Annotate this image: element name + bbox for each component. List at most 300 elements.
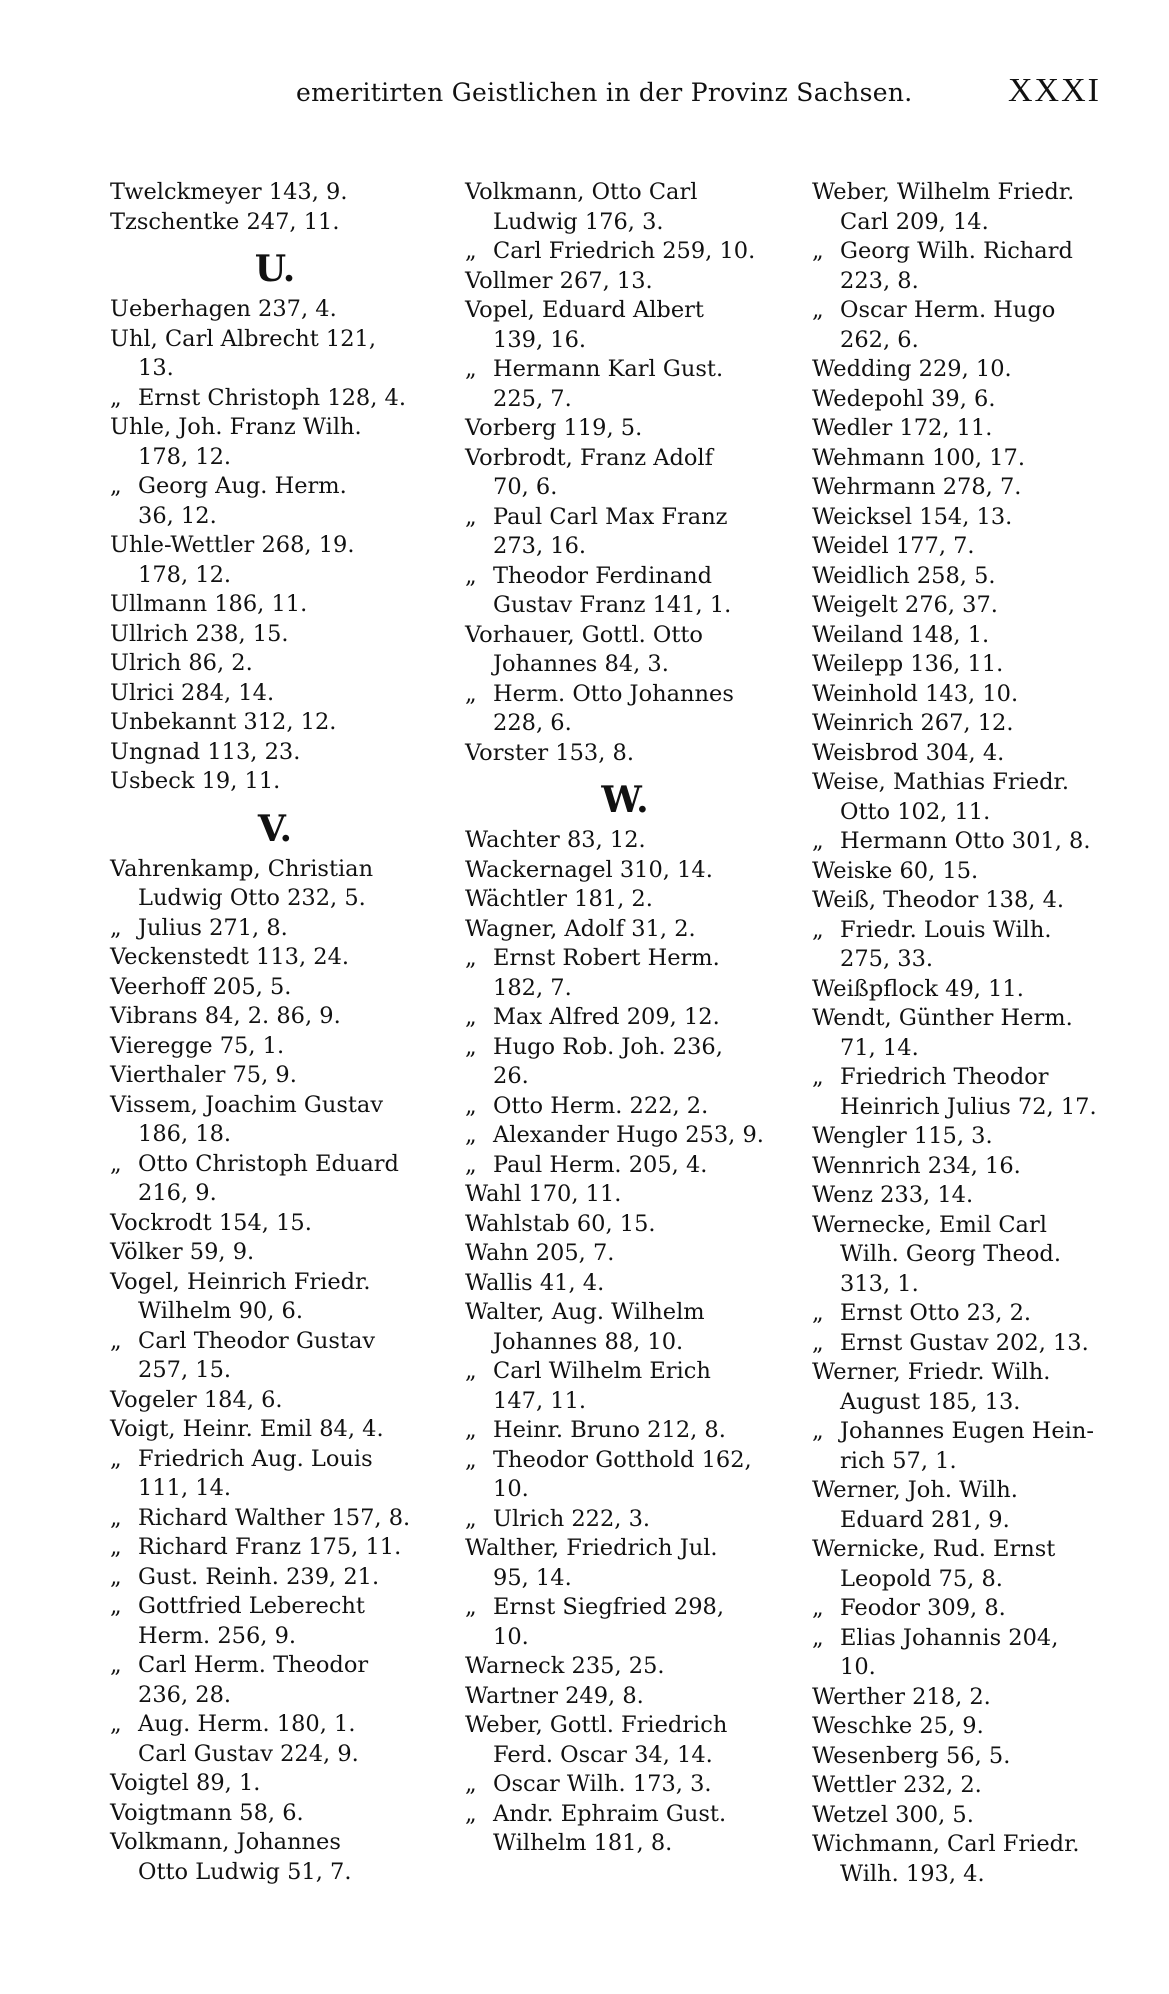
index-entry-continuation (465, 1328, 785, 1358)
entry-text: 178, 12. (138, 561, 232, 588)
index-entry (812, 739, 1134, 769)
entry-text: 225, 7. (493, 385, 572, 412)
entry-text: Ullrich 238, 15. (110, 620, 289, 647)
index-entry (812, 1830, 1134, 1860)
entry-text: Voigtmann 58, 6. (110, 1799, 304, 1826)
index-entry (812, 178, 1134, 208)
index-entry-continuation (465, 1829, 785, 1859)
index-entry (465, 414, 785, 444)
entry-text: Otto Christoph Eduard (138, 1150, 399, 1177)
index-entry (465, 826, 785, 856)
entry-text: Vorberg 119, 5. (465, 415, 643, 441)
ditto-mark: „ (110, 914, 122, 941)
index-entry-ditto (110, 1563, 440, 1593)
entry-text: 236, 28. (138, 1681, 232, 1708)
entry-text: Carl 209, 14. (840, 208, 989, 235)
entry-text: Oscar Herm. Hugo (840, 297, 1056, 323)
ditto-mark: „ (465, 1505, 477, 1532)
ditto-mark: „ (465, 1446, 477, 1473)
entry-text: Walter, Aug. Wilhelm (465, 1299, 705, 1325)
index-entry (812, 1742, 1134, 1772)
entry-text: Weise, Mathias Friedr. (812, 769, 1069, 795)
entry-text: Ueberhagen 237, 4. (110, 296, 337, 322)
index-entry (110, 295, 440, 325)
index-entry-ditto (465, 1800, 785, 1830)
entry-text: Wedepohl 39, 6. (812, 385, 996, 412)
index-entry-ditto (465, 355, 785, 385)
index-entry-ditto (110, 1504, 440, 1534)
entry-text: Veckenstedt 113, 24. (110, 944, 350, 970)
entry-text: Richard Walther 157, 8. (138, 1504, 411, 1531)
ditto-mark: „ (110, 1534, 122, 1560)
index-entry-ditto (465, 237, 785, 267)
entry-text: Wilh. Georg Theod. (840, 1241, 1061, 1267)
ditto-mark: „ (110, 384, 122, 411)
entry-text: Weidel 177, 7. (812, 533, 975, 559)
index-entry-continuation (465, 385, 785, 415)
entry-text: Weiland 148, 1. (812, 621, 990, 648)
index-entry-continuation (110, 502, 440, 532)
entry-text: Ernst Robert Herm. (493, 945, 720, 971)
ditto-mark: „ (110, 1150, 122, 1177)
index-entry-ditto (812, 1299, 1134, 1329)
entry-text: Twelckmeyer 143, 9. (110, 179, 348, 205)
entry-text: Vollmer 267, 13. (465, 267, 653, 294)
index-entry (812, 1211, 1134, 1241)
index-entry-ditto (465, 1092, 785, 1122)
ditto-mark: „ (465, 1122, 477, 1148)
entry-text: Wallis 41, 4. (465, 1269, 605, 1296)
index-entry (110, 1268, 440, 1298)
entry-text: Vahrenkamp, Christian (110, 855, 374, 882)
index-entry-continuation (465, 974, 785, 1004)
entry-text: Carl Herm. Theodor (138, 1652, 369, 1678)
ditto-mark: „ (465, 1092, 477, 1119)
entry-text: 262, 6. (840, 326, 919, 353)
index-entry (110, 325, 440, 355)
entry-text: Volkmann, Otto Carl (465, 179, 698, 205)
entry-text: 36, 12. (138, 502, 217, 529)
entry-text: 10. (840, 1654, 876, 1680)
entry-text: Leopold 75, 8. (840, 1565, 1003, 1592)
entry-text: Johannes 88, 10. (493, 1328, 684, 1355)
index-entry (465, 1682, 785, 1712)
index-entry (465, 1711, 785, 1741)
entry-text: Heinrich Julius 72, 17. (840, 1093, 1097, 1120)
entry-text: Otto Ludwig 51, 7. (138, 1858, 352, 1885)
entry-text: Georg Aug. Herm. (138, 473, 347, 499)
entry-text: 313, 1. (840, 1270, 919, 1297)
index-entry (110, 1769, 440, 1799)
index-entry-ditto (465, 944, 785, 974)
entry-text: Wahn 205, 7. (465, 1240, 615, 1266)
index-entry (465, 1269, 785, 1299)
index-entry-continuation (465, 1564, 785, 1594)
entry-text: Carl Theodor Gustav (138, 1327, 376, 1354)
index-entry-continuation (812, 945, 1134, 975)
entry-text: Vogeler 184, 6. (110, 1386, 283, 1413)
entry-text: Herm. 256, 9. (138, 1622, 297, 1649)
index-entry (110, 208, 440, 238)
entry-text: Weschke 25, 9. (812, 1713, 984, 1739)
entry-text: Herm. Otto Johannes (493, 680, 734, 707)
index-entry (110, 590, 440, 620)
entry-text: Gottfried Leberecht (138, 1593, 365, 1619)
index-entry-continuation (465, 1062, 785, 1092)
entry-text: Johannes Eugen Hein- (840, 1418, 1094, 1444)
entry-text: 275, 33. (840, 946, 934, 972)
index-entry (110, 649, 440, 679)
entry-text: Weinhold 143, 10. (812, 680, 1019, 707)
entry-text: Ernst Gustav 202, 13. (840, 1329, 1089, 1356)
entry-text: Alexander Hugo 253, 9. (493, 1122, 764, 1148)
index-entry (110, 1032, 440, 1062)
entry-text: Andr. Ephraim Gust. (493, 1800, 727, 1827)
entry-text: 70, 6. (493, 474, 558, 500)
entry-text: Weisbrod 304, 4. (812, 739, 1005, 766)
entry-text: Ullmann 186, 11. (110, 591, 308, 617)
index-entry-ditto (812, 237, 1134, 267)
index-entry-continuation (465, 650, 785, 680)
index-entry (465, 1180, 785, 1210)
entry-text: Gust. Reinh. 239, 21. (138, 1563, 380, 1590)
index-entry-continuation (812, 326, 1134, 356)
entry-text: 111, 14. (138, 1475, 232, 1501)
index-entry-continuation (110, 561, 440, 591)
index-entry (110, 1828, 440, 1858)
index-entry (110, 178, 440, 208)
index-entry-continuation (110, 1740, 440, 1770)
section-letter-heading: V. (257, 807, 293, 850)
ditto-mark: „ (110, 1593, 122, 1619)
index-entry-ditto (812, 1417, 1134, 1447)
entry-text: Walther, Friedrich Jul. (465, 1535, 718, 1561)
ditto-mark: „ (812, 1329, 824, 1356)
index-entry-ditto (465, 1151, 785, 1181)
entry-text: Ludwig Otto 232, 5. (138, 885, 366, 911)
entry-text: 182, 7. (493, 974, 572, 1001)
entry-text: 26. (493, 1063, 529, 1089)
index-entry (812, 1152, 1134, 1182)
entry-text: Ulrici 284, 14. (110, 679, 275, 706)
index-entry (812, 503, 1134, 533)
index-entry-ditto (110, 1445, 440, 1475)
entry-text: Wedler 172, 11. (812, 415, 993, 441)
entry-text: Weiske 60, 15. (812, 857, 979, 884)
entry-text: Völker 59, 9. (110, 1239, 255, 1265)
index-entry-ditto (465, 1033, 785, 1063)
entry-text: Weidlich 258, 5. (812, 562, 996, 589)
ditto-mark: „ (465, 1417, 477, 1443)
entry-text: Georg Wilh. Richard (840, 238, 1073, 264)
index-entry (110, 1061, 440, 1091)
index-entry (812, 1358, 1134, 1388)
index-entry-ditto (110, 1533, 440, 1563)
entry-text: Wendt, Günther Herm. (812, 1005, 1073, 1031)
index-column-1 (110, 178, 440, 1887)
entry-text: Hermann Karl Gust. (493, 356, 724, 382)
entry-text: Wahlstab 60, 15. (465, 1210, 656, 1237)
index-entry (110, 679, 440, 709)
page-header (0, 72, 1169, 122)
entry-text: Wilhelm 181, 8. (493, 1830, 673, 1856)
entry-text: Wahl 170, 11. (465, 1181, 622, 1207)
entry-text: 228, 6. (493, 710, 572, 736)
index-entry-continuation (110, 1179, 440, 1209)
index-entry (812, 1476, 1134, 1506)
index-entry (812, 1801, 1134, 1831)
entry-text: Max Alfred 209, 12. (493, 1004, 720, 1030)
index-entry-ditto (465, 1770, 785, 1800)
entry-text: Werner, Joh. Wilh. (812, 1477, 1018, 1503)
entry-text: 186, 18. (138, 1121, 232, 1147)
entry-text: Friedrich Theodor (840, 1064, 1049, 1090)
entry-text: Wackernagel 310, 14. (465, 856, 713, 883)
index-entry-ditto (812, 1063, 1134, 1093)
entry-text: Wehrmann 278, 7. (812, 474, 1022, 500)
entry-text: 13. (138, 355, 174, 381)
entry-text: 71, 14. (840, 1034, 919, 1061)
entry-text: Friedrich Aug. Louis (138, 1445, 373, 1472)
entry-text: Johannes 84, 3. (493, 651, 669, 677)
index-entry-ditto (465, 680, 785, 710)
index-entry (812, 473, 1134, 503)
index-entry-continuation (812, 208, 1134, 238)
entry-text: Weber, Gottl. Friedrich (465, 1712, 728, 1738)
entry-text: Unbekannt 312, 12. (110, 709, 337, 735)
index-entry (812, 650, 1134, 680)
index-entry-continuation (110, 1681, 440, 1711)
index-entry-continuation (812, 267, 1134, 297)
entry-text: Elias Johannis 204, (840, 1624, 1059, 1651)
ditto-mark: „ (812, 297, 824, 323)
index-entry (812, 1122, 1134, 1152)
entry-text: Vissem, Joachim Gustav (110, 1091, 384, 1118)
index-entry (465, 1210, 785, 1240)
index-entry-ditto (812, 1329, 1134, 1359)
entry-text: Werner, Friedr. Wilh. (812, 1359, 1051, 1385)
entry-text: Vogel, Heinrich Friedr. (110, 1268, 371, 1295)
index-entry (465, 267, 785, 297)
index-entry-continuation (812, 1506, 1134, 1536)
ditto-mark: „ (465, 1033, 477, 1060)
entry-text: Wartner 249, 8. (465, 1682, 644, 1709)
index-entry-ditto (110, 914, 440, 944)
entry-text: Voigt, Heinr. Emil 84, 4. (110, 1416, 384, 1442)
index-entry (812, 975, 1134, 1005)
index-entry-ditto (465, 503, 785, 533)
entry-text: rich 57, 1. (840, 1447, 957, 1474)
index-entry-continuation (465, 1475, 785, 1505)
entry-text: Wenz 233, 14. (812, 1182, 974, 1208)
index-entry-ditto (812, 827, 1134, 857)
index-entry-continuation (110, 1297, 440, 1327)
index-entry (465, 1298, 785, 1328)
entry-text: Wachter 83, 12. (465, 827, 646, 853)
index-entry (812, 562, 1134, 592)
index-entry (812, 1771, 1134, 1801)
ditto-mark: „ (812, 1624, 824, 1651)
index-entry-continuation (110, 1120, 440, 1150)
entry-text: Wehmann 100, 17. (812, 444, 1026, 471)
index-entry-continuation (812, 1447, 1134, 1477)
index-entry (812, 886, 1134, 916)
entry-text: Wagner, Adolf 31, 2. (465, 915, 696, 942)
index-entry (812, 591, 1134, 621)
ditto-mark: „ (465, 680, 477, 707)
entry-text: Wetzel 300, 5. (812, 1801, 974, 1828)
index-entry (465, 178, 785, 208)
index-entry-continuation (465, 1387, 785, 1417)
entry-text: Uhl, Carl Albrecht 121, (110, 325, 376, 352)
ditto-mark: „ (812, 1064, 824, 1090)
index-entry-continuation (465, 208, 785, 238)
entry-text: Theodor Gotthold 162, (493, 1446, 752, 1473)
entry-text: 273, 16. (493, 533, 587, 559)
index-entry (812, 768, 1134, 798)
ditto-mark: „ (465, 1594, 477, 1620)
entry-text: Uhle, Joh. Franz Wilh. (110, 414, 362, 440)
entry-text: Wesenberg 56, 5. (812, 1742, 1011, 1769)
index-entry (110, 973, 440, 1003)
ditto-mark: „ (465, 1004, 477, 1030)
ditto-mark: „ (812, 238, 824, 264)
entry-text: Paul Herm. 205, 4. (493, 1151, 708, 1178)
index-entry (812, 1535, 1134, 1565)
index-entry-continuation (812, 1653, 1134, 1683)
index-entry-ditto (465, 1446, 785, 1476)
section-letter-heading: U. (254, 248, 296, 290)
entry-text: Vibrans 84, 2. 86, 9. (110, 1003, 341, 1029)
entry-text: Ferd. Oscar 34, 14. (493, 1741, 713, 1768)
ditto-mark: „ (465, 1151, 477, 1178)
entry-text: Ernst Christoph 128, 4. (138, 384, 406, 411)
ditto-mark: „ (110, 1652, 122, 1678)
entry-text: Wettler 232, 2. (812, 1772, 982, 1798)
ditto-mark: „ (812, 828, 824, 854)
index-entry (465, 915, 785, 945)
index-entry (812, 532, 1134, 562)
index-entry-ditto (812, 296, 1134, 326)
entry-text: Eduard 281, 9. (840, 1506, 1010, 1533)
index-entry-continuation (465, 532, 785, 562)
index-column-2 (465, 178, 785, 1859)
entry-text: Vorster 153, 8. (465, 739, 635, 766)
entry-text: Weber, Wilhelm Friedr. (812, 179, 1075, 205)
index-entry (812, 680, 1134, 710)
index-entry-ditto (110, 1710, 440, 1740)
index-entry (110, 413, 440, 443)
entry-text: Friedr. Louis Wilh. (840, 916, 1052, 943)
entry-text: Weicksel 154, 13. (812, 503, 1013, 530)
entry-text: Vockrodt 154, 15. (110, 1209, 312, 1236)
index-entry-continuation (812, 1270, 1134, 1300)
index-entry (812, 1712, 1134, 1742)
index-entry (110, 855, 440, 885)
index-entry-continuation (812, 1565, 1134, 1595)
index-entry (110, 1002, 440, 1032)
ditto-mark: „ (812, 1300, 824, 1326)
entry-text: 216, 9. (138, 1180, 217, 1206)
ditto-mark: „ (465, 238, 477, 264)
index-entry-continuation (465, 473, 785, 503)
index-entry-ditto (812, 916, 1134, 946)
index-entry-ditto (812, 1594, 1134, 1624)
ditto-mark: „ (110, 473, 122, 499)
index-entry-continuation (465, 1623, 785, 1653)
entry-text: Weinrich 267, 12. (812, 710, 1014, 736)
entry-text: Ulrich 86, 2. (110, 650, 253, 676)
index-entry (465, 1239, 785, 1269)
entry-text: Hugo Rob. Joh. 236, (493, 1033, 723, 1060)
index-entry (812, 444, 1134, 474)
index-entry (812, 1683, 1134, 1713)
index-entry (465, 296, 785, 326)
entry-text: Oscar Wilh. 173, 3. (493, 1771, 712, 1797)
index-entry (110, 1799, 440, 1829)
index-entry (110, 767, 440, 797)
entry-text: Veerhoff 205, 5. (110, 973, 292, 1000)
ditto-mark: „ (110, 1445, 122, 1472)
index-entry (812, 414, 1134, 444)
index-entry-continuation (110, 1474, 440, 1504)
entry-text: Wennrich 234, 16. (812, 1152, 1021, 1179)
index-entry (812, 1181, 1134, 1211)
entry-text: Carl Friedrich 259, 10. (493, 238, 756, 264)
index-entry-continuation (110, 1858, 440, 1888)
index-entry (465, 1534, 785, 1564)
index-entry-ditto (465, 1121, 785, 1151)
index-entry (110, 1091, 440, 1121)
ditto-mark: „ (465, 945, 477, 971)
entry-text: 95, 14. (493, 1564, 572, 1591)
index-entry-ditto (110, 1150, 440, 1180)
entry-text: 178, 12. (138, 443, 232, 470)
entry-text: Ernst Otto 23, 2. (840, 1300, 1032, 1326)
index-entry-continuation (465, 1741, 785, 1771)
index-entry (812, 385, 1134, 415)
index-entry-ditto (110, 1327, 440, 1357)
index-entry-continuation (812, 1860, 1134, 1890)
index-entry-continuation (465, 326, 785, 356)
index-entry-continuation (465, 591, 785, 621)
entry-text: Volkmann, Johannes (110, 1829, 341, 1855)
index-entry (465, 444, 785, 474)
ditto-mark: „ (110, 1711, 122, 1737)
section-letter-heading: W. (601, 779, 649, 821)
ditto-mark: „ (110, 1563, 122, 1590)
entry-text: Heinr. Bruno 212, 8. (493, 1417, 726, 1443)
index-entry-ditto (110, 1592, 440, 1622)
entry-text: Carl Gustav 224, 9. (138, 1740, 359, 1767)
entry-text: Aug. Herm. 180, 1. (138, 1711, 356, 1737)
index-entry (110, 1415, 440, 1445)
ditto-mark: „ (812, 1595, 824, 1621)
index-entry-ditto (110, 1651, 440, 1681)
entry-text: Wichmann, Carl Friedr. (812, 1831, 1080, 1857)
entry-text: Carl Wilhelm Erich (493, 1358, 711, 1384)
entry-text: Paul Carl Max Franz (493, 503, 728, 530)
index-column-3 (812, 178, 1134, 1889)
ditto-mark: „ (465, 1771, 477, 1797)
entry-text: Tzschentke 247, 11. (110, 208, 340, 235)
entry-text: Ulrich 222, 3. (493, 1505, 651, 1532)
entry-text: Vieregge 75, 1. (110, 1032, 285, 1059)
entry-text: Uhle-Wettler 268, 19. (110, 532, 355, 558)
entry-text: Wedding 229, 10. (812, 356, 1012, 382)
index-entry-ditto (465, 1357, 785, 1387)
entry-text: Wernecke, Emil Carl (812, 1211, 1047, 1238)
